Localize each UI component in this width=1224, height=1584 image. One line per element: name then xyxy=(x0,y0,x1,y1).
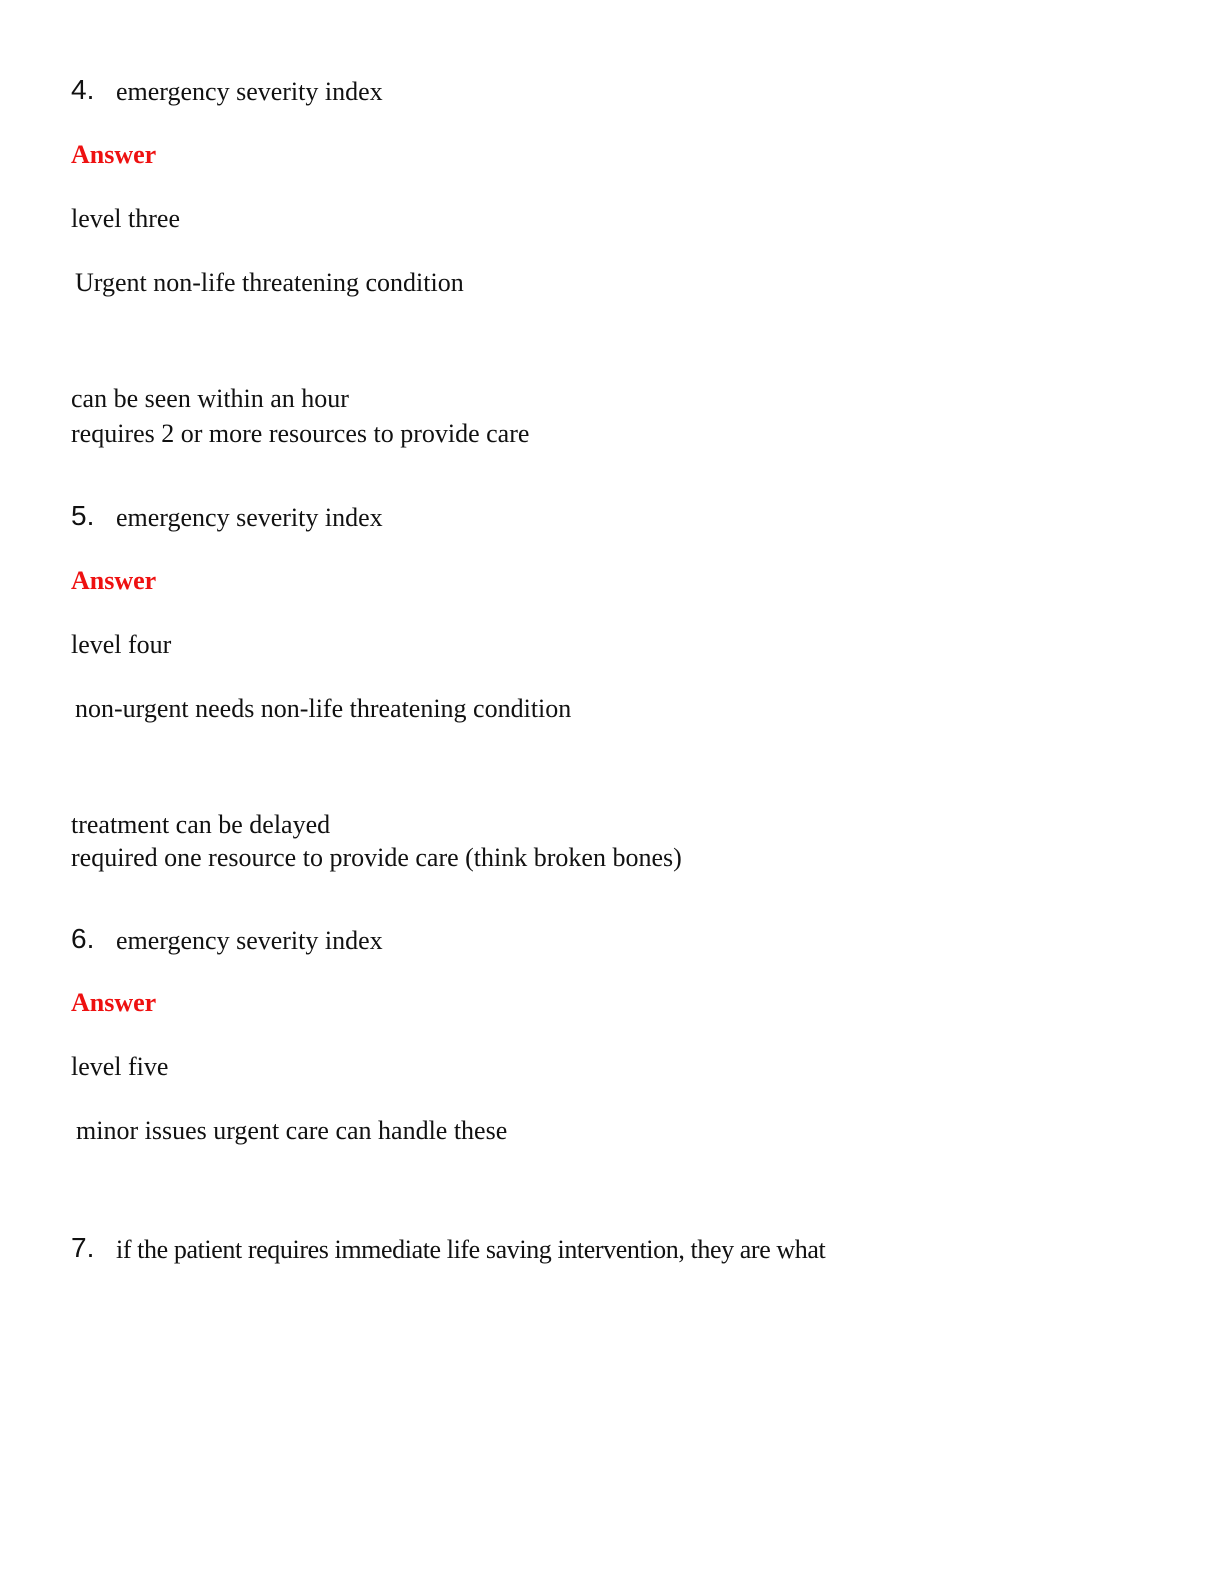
question-prompt: if the patient requires immediate life saving intervention, they are what xyxy=(116,1235,826,1264)
answer-description: non-urgent needs non-life threatening condition xyxy=(75,694,572,723)
answer-note: requires 2 or more resources to provide care xyxy=(71,419,530,448)
answer-label: Answer xyxy=(71,988,157,1017)
answer-label: Answer xyxy=(71,140,157,169)
answer-label: Answer xyxy=(71,566,157,595)
question-prompt: emergency severity index xyxy=(116,926,383,955)
answer-title: level three xyxy=(71,204,180,233)
question-number: 7. xyxy=(71,1232,95,1263)
answer-note: required one resource to provide care (think broken bones) xyxy=(71,843,682,872)
answer-title: level four xyxy=(71,630,172,659)
question-number: 5. xyxy=(71,500,95,531)
answer-description: Urgent non-life threatening condition xyxy=(75,268,464,297)
answer-title: level five xyxy=(71,1052,169,1081)
question-prompt: emergency severity index xyxy=(116,77,383,106)
question-number: 6. xyxy=(71,923,95,954)
question-prompt: emergency severity index xyxy=(116,503,383,532)
answer-note: can be seen within an hour xyxy=(71,384,349,413)
answer-description: minor issues urgent care can handle these xyxy=(76,1116,508,1145)
question-number: 4. xyxy=(71,74,95,105)
answer-note: treatment can be delayed xyxy=(71,810,331,839)
